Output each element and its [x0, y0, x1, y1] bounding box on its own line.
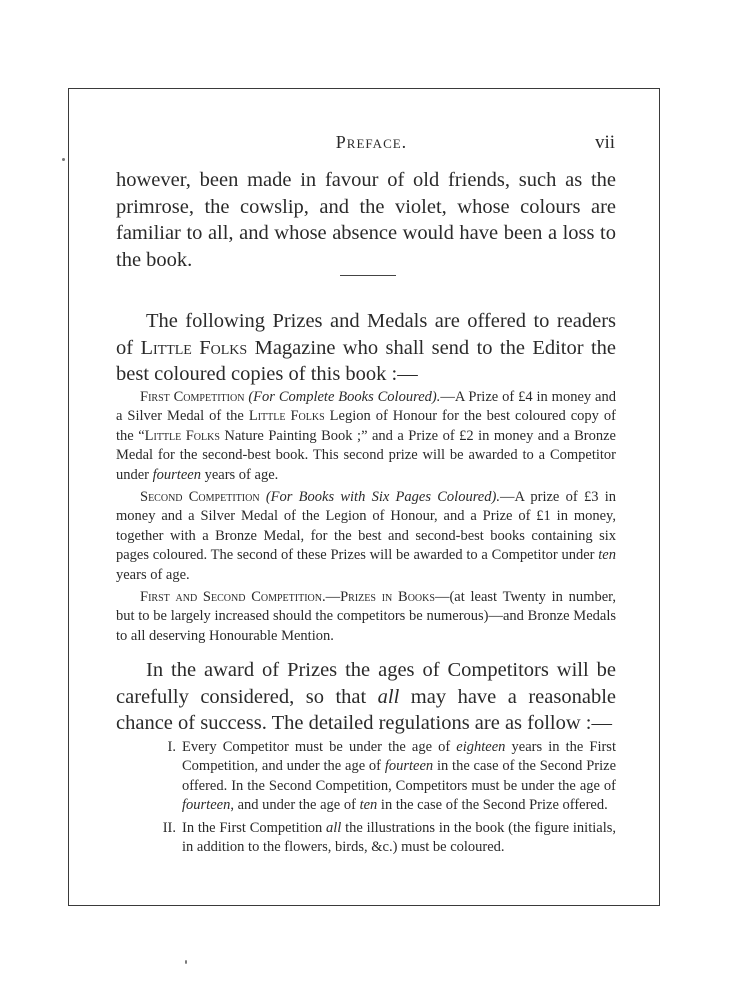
second-competition-text: years of age.	[116, 566, 190, 583]
regulation-text: In the First Competition	[182, 819, 327, 836]
regulation-text: years in the First Competition, and under the age of	[182, 739, 616, 775]
regulations-list	[150, 738, 616, 860]
emphasis-all: all	[326, 819, 342, 836]
regulation-number: I.	[167, 739, 176, 755]
age-limit: eighteen	[456, 739, 506, 755]
first-competition	[116, 388, 616, 485]
age-limit: fourteen	[384, 758, 434, 775]
age-limit: ten	[359, 797, 378, 814]
intro-text-after: Magazine who shall send to the Editor the best coloured copies of this book :—	[116, 336, 616, 385]
first-competition-qualifier: (For Complete Books Coloured).	[248, 389, 441, 405]
intro-text-before: The following Prizes and Medals are offered to readers of	[116, 310, 616, 359]
first-competition-text: Nature Painting Book ;” and a Prize of £2 in money and a Bronze Medal for the second-best book. This second prize will be awarded to a Competitor under	[116, 427, 616, 483]
regulation-text: Every Competitor must be under the age of	[182, 739, 457, 755]
second-competition-qualifier: (For Books with Six Pages Coloured).	[265, 489, 500, 506]
paper-speck	[62, 158, 65, 161]
prizes-intro-paragraph	[116, 308, 616, 388]
age-limit: fourteen	[152, 466, 201, 483]
emphasis-all: all	[377, 685, 400, 708]
paper-speck	[185, 960, 187, 964]
book-name: Little Folks	[144, 427, 220, 444]
first-competition-heading: First Competition	[140, 389, 245, 405]
book-prizes-text: —(at least Twenty in number, but to be largely increased should the competitors be numerous)—and Bronze Medals to all deserving Honourable Mention.	[116, 589, 616, 644]
regulation-text: , and under the age of	[230, 797, 360, 814]
book-prizes	[116, 588, 616, 646]
second-competition-heading: Second Competition	[140, 489, 260, 506]
regulation-text: in the case of the Second Prize offered. In the Second Competition, Competitors must be under the age of	[182, 758, 616, 794]
magazine-name: Little Folks	[140, 336, 248, 359]
running-head	[0, 132, 743, 156]
competitions-section	[116, 388, 616, 649]
page-number: vii	[594, 132, 615, 153]
award-text-before: In the award of Prizes the ages of Competitors will be carefully considered, so that	[116, 659, 616, 708]
award-text-after: may have a reasonable chance of success. The detailed regulations are as follow :—	[116, 685, 616, 734]
second-competition-text: —A prize of £3 in money and a Silver Medal of the Legion of Honour, and a Prize of £1 in money, together with a Bronze Medal, for the best and second-best books containing six pages coloured. The second of these Prizes will be awarded to a Competitor under	[116, 489, 616, 564]
legion-name: Little Folks	[248, 408, 325, 425]
award-paragraph	[116, 657, 616, 737]
section-divider	[340, 275, 396, 276]
first-competition-text: —A Prize of £4 in money and a Silver Medal of the	[116, 389, 616, 425]
regulation-item	[150, 738, 616, 816]
regulation-text: in the case of the Second Prize offered.	[377, 797, 608, 814]
age-limit: fourteen	[182, 797, 231, 814]
age-limit: ten	[598, 547, 616, 564]
regulation-item	[150, 819, 616, 858]
regulation-text: the illustrations in the book (the figure initials, in addition to the flowers, birds, &c.) must be coloured.	[182, 819, 616, 856]
paragraph-continuation: however, been made in favour of old friends, such as the primrose, the cowslip, and the violet, whose colours are familiar to all, and whose absence would have been a loss to the book.	[116, 169, 616, 271]
first-competition-text: Legion of Honour for the best coloured copy of the “	[116, 408, 616, 444]
second-competition	[116, 488, 616, 585]
regulation-number: II.	[162, 819, 176, 836]
running-title: Preface.	[335, 132, 408, 152]
first-competition-text: years of age.	[200, 466, 279, 483]
book-prizes-heading: First and Second Competition.—Prizes in Books	[140, 589, 435, 606]
